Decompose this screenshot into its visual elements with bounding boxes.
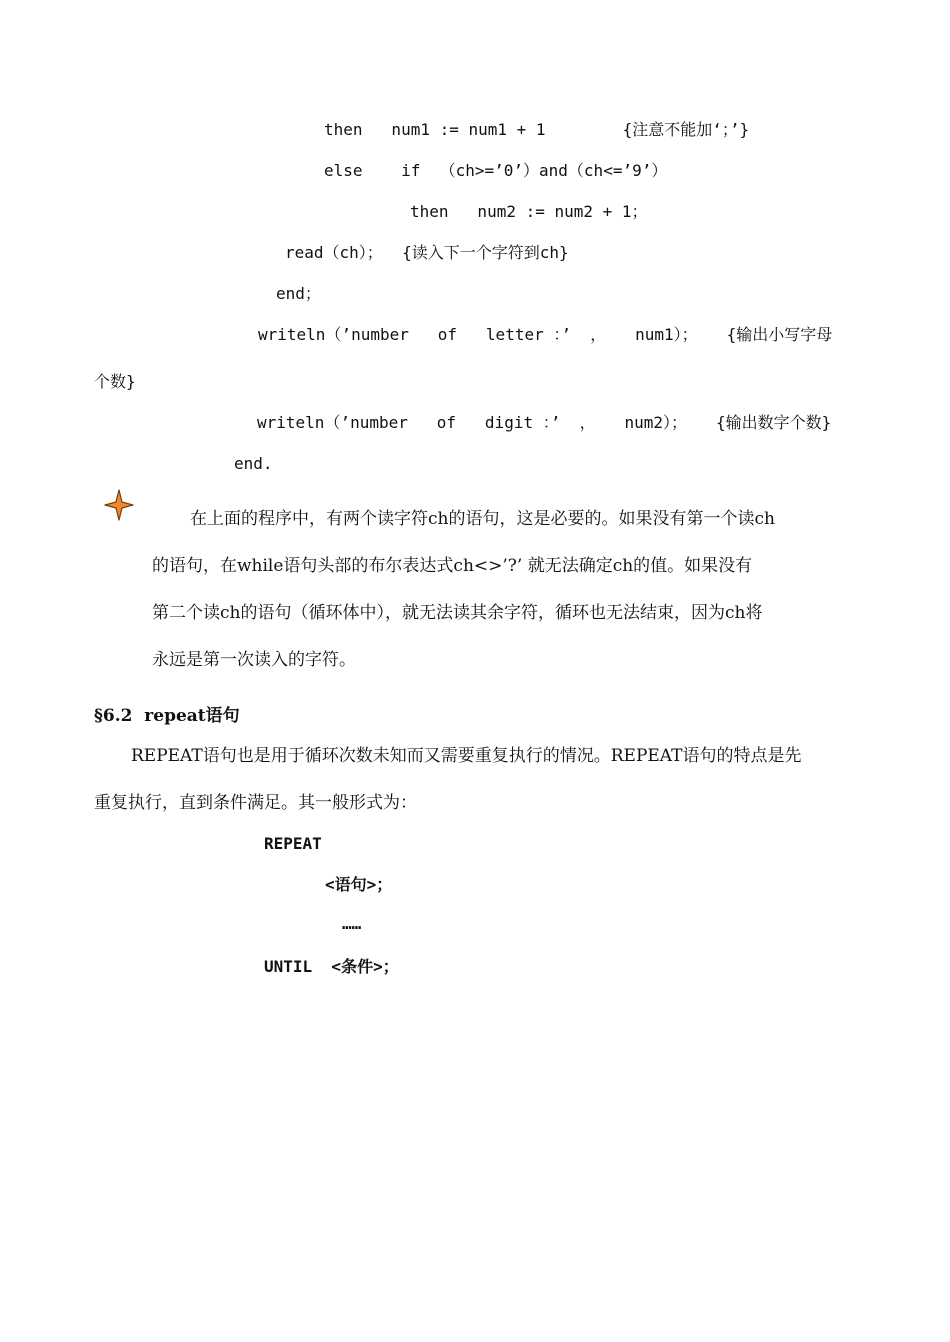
code-line-writeln-digit: writeln（’number of digit ：’ ， num2）； {输出数字个数} [257,413,832,432]
syntax-until: UNTIL <条件>； [264,957,399,976]
code-line-then-num2: then num2 := num2 + 1； [410,202,648,221]
code-line-writeln-letter-wrap: 个数} [94,372,136,391]
code-line-else-if: else if （ch>=’0’）and（ch<=’9’） [324,161,668,180]
note-line-2: 的语句，在while语句头部的布尔表达式ch<>’?’ 就无法确定ch的值。如果没有 [152,556,753,576]
section-para-line-1: REPEAT语句也是用于循环次数未知而又需要重复执行的情况。REPEAT语句的特点是先 [131,746,802,766]
code-line-then-num1: then num1 := num1 + 1 {注意不能加‘；’} [324,120,750,139]
syntax-ellipsis: …… [342,914,362,933]
code-line-end-loop: end； [276,284,321,303]
star-icon [104,489,134,521]
section-para-line-2: 重复执行，直到条件满足。其一般形式为： [94,793,417,813]
syntax-statement: <语句>； [325,875,393,894]
code-line-read-ch: read（ch）； {读入下一个字符到ch} [285,243,569,262]
code-line-writeln-letter: writeln（’number of letter ：’ ， num1）； {输出小写字母 [258,325,833,344]
section-heading: §6.2 repeat语句 [94,706,240,726]
note-line-1: 在上面的程序中，有两个读字符ch的语句，这是必要的。如果没有第一个读ch [190,509,775,529]
syntax-repeat: REPEAT [264,834,322,853]
note-line-3: 第二个读ch的语句（循环体中），就无法读其余字符，循环也无法结束，因为ch将 [152,603,763,623]
note-line-4: 永远是第一次读入的字符。 [152,650,356,670]
code-line-end-program: end. [234,454,273,473]
